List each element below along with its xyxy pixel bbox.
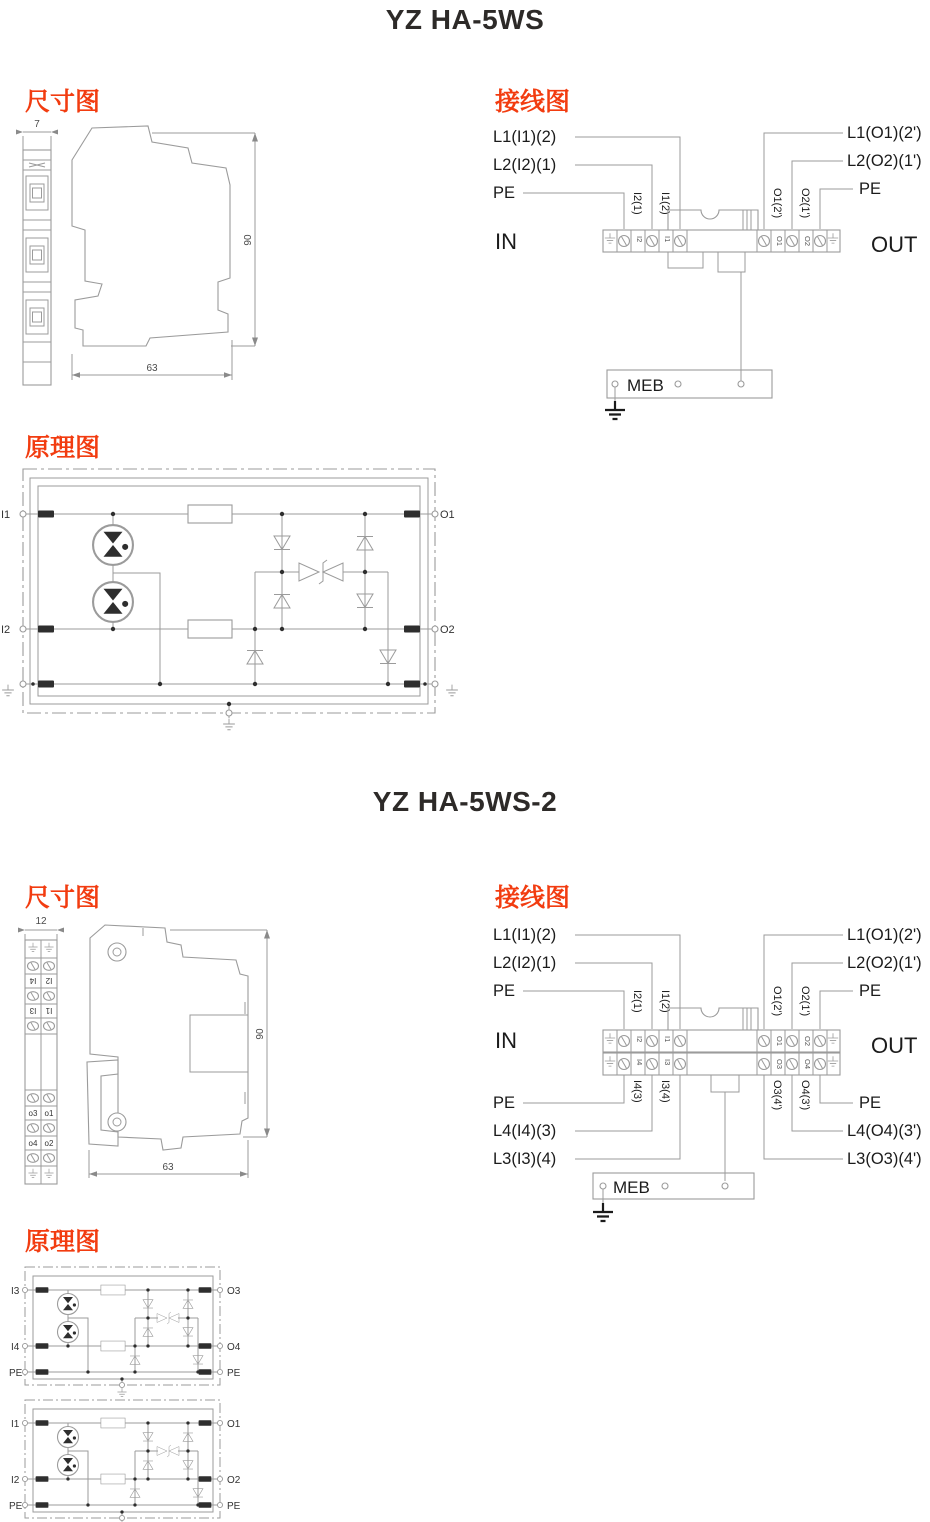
terminal-label: O1(2') xyxy=(771,188,783,219)
wiring-label-l2-in: L2(I2)(1) xyxy=(493,156,557,174)
junction-dots xyxy=(66,1421,199,1513)
ground-icon xyxy=(117,1388,126,1397)
terminal-label: I2(1) xyxy=(631,990,643,1013)
front-terminal-label: I1 xyxy=(45,1006,53,1015)
ground-icon xyxy=(605,1033,615,1043)
ground-icon xyxy=(605,1056,615,1066)
front-terminal-label: I4 xyxy=(29,976,37,985)
schematic-port-label: PE xyxy=(227,1501,241,1512)
screw-icon xyxy=(675,1036,686,1047)
front-terminal-label: o3 xyxy=(28,1109,38,1118)
schematic-port-label: O1 xyxy=(227,1419,241,1430)
screw-icon xyxy=(619,236,630,247)
terminal-clamp xyxy=(26,176,48,210)
resistor-icon xyxy=(188,505,232,523)
meb-terminal xyxy=(738,381,744,387)
screw-icon xyxy=(619,1036,630,1047)
port-circle xyxy=(226,710,232,716)
port-ferrule xyxy=(38,511,54,518)
screw-icon xyxy=(759,236,770,247)
schematic-port-label: PE xyxy=(9,1368,23,1379)
wiring-label-l3-out: L3(O3)(4') xyxy=(847,1150,922,1168)
terminal-label: O2(1') xyxy=(799,986,811,1017)
device2-title: YZ HA-5WS-2 xyxy=(372,786,558,817)
resistor-icon xyxy=(101,1285,125,1295)
front-terminal-label: o1 xyxy=(44,1109,54,1118)
tvs-diode-icon xyxy=(157,1312,179,1324)
schematic-port-label: O3 xyxy=(227,1286,241,1297)
port-circle xyxy=(432,626,438,632)
front-terminal-label: I3 xyxy=(29,1006,37,1015)
side-view xyxy=(87,925,270,1178)
strip-label: O2 xyxy=(803,236,812,247)
gas-discharge-tube-icon xyxy=(93,582,133,622)
side-view xyxy=(72,126,258,380)
terminal-label: O2(1') xyxy=(799,188,811,219)
gas-discharge-tube-icon xyxy=(58,1427,79,1448)
front-terminal-label: o2 xyxy=(44,1139,54,1148)
port-ferrule xyxy=(404,681,420,688)
device1-wiring-heading: 接线图 xyxy=(495,88,571,116)
ground-icon xyxy=(828,1056,838,1066)
strip-label: I2 xyxy=(635,1036,644,1043)
wiring-label-pe-out: PE xyxy=(859,982,882,1000)
strip-label: O1 xyxy=(775,1036,784,1047)
meb-terminal xyxy=(662,1183,668,1189)
schematic-port-label: I3 xyxy=(11,1286,20,1297)
height-dim-label: 90 xyxy=(243,234,254,246)
strip-label: O4 xyxy=(803,1059,812,1070)
wiring-label-l2-out: L2(O2)(1') xyxy=(847,152,922,170)
ground-icon xyxy=(605,233,615,243)
device2-schematic-heading: 原理图 xyxy=(25,1228,101,1256)
ground-icon xyxy=(44,1169,53,1178)
wiring-label-pe-out: PE xyxy=(859,180,882,198)
terminal-clamp xyxy=(26,300,48,334)
terminal-label: I3(4) xyxy=(659,1080,671,1103)
device2-dimension-drawing xyxy=(15,902,295,1212)
earth-ground-icon xyxy=(593,1203,613,1221)
terminal-clamp xyxy=(26,238,48,272)
tvs-diode-icon xyxy=(157,1445,179,1457)
width-dim-label: 7 xyxy=(34,119,40,130)
meb-label: MEB xyxy=(627,376,664,395)
screw-icon xyxy=(28,1022,39,1031)
device2-wiring-drawing xyxy=(485,912,930,1222)
ground-icon xyxy=(2,685,14,696)
screw-icon xyxy=(44,1124,55,1133)
meb-terminal xyxy=(612,381,618,387)
strip-label: I1 xyxy=(663,236,672,243)
port-ferrule xyxy=(38,681,54,688)
port-ferrule xyxy=(404,626,420,633)
gas-discharge-tube-icon xyxy=(58,1455,79,1476)
junction-dots xyxy=(66,1288,199,1380)
tvs-diode-icon xyxy=(299,560,343,584)
wiring-label-pe-in: PE xyxy=(493,982,516,1000)
screw-icon xyxy=(44,962,55,971)
port-circle xyxy=(20,626,26,632)
gas-discharge-tube-icon xyxy=(58,1294,79,1315)
ground-icon xyxy=(828,233,838,243)
ground-icon xyxy=(28,1169,37,1178)
front-terminal-label: o4 xyxy=(28,1139,38,1148)
screw-icon xyxy=(28,962,39,971)
gas-discharge-tube-icon xyxy=(58,1322,79,1343)
terminal-label: O1(2') xyxy=(771,986,783,1017)
schematic-port-label: O2 xyxy=(440,624,455,636)
screw-icon xyxy=(787,236,798,247)
screw-icon xyxy=(44,1094,55,1103)
strip-label: O2 xyxy=(803,1036,812,1047)
screw-icon xyxy=(28,992,39,1001)
screw-icon xyxy=(28,1154,39,1163)
screw-icon xyxy=(44,1022,55,1031)
strip-label: O1 xyxy=(775,236,784,247)
device1-wiring-drawing xyxy=(485,112,930,432)
screw-icon xyxy=(647,236,658,247)
wiring-label-l2-in: L2(I2)(1) xyxy=(493,954,557,972)
wiring-label-l1-out: L1(O1)(2') xyxy=(847,124,922,142)
depth-dim-label: 63 xyxy=(162,1162,174,1173)
wiring-label-l2-out: L2(O2)(1') xyxy=(847,954,922,972)
wire-leaders xyxy=(523,935,853,1159)
device2-schematic-drawing xyxy=(8,1250,253,1522)
screw-icon xyxy=(787,1036,798,1047)
terminal-label: I1(2) xyxy=(659,192,671,215)
resistor-icon xyxy=(188,620,232,638)
screw-icon xyxy=(647,1036,658,1047)
strip-label: O3 xyxy=(775,1059,784,1070)
meb-bar xyxy=(593,1173,754,1221)
screw-icon xyxy=(647,1059,658,1070)
schematic-port-label: O1 xyxy=(440,509,455,521)
device2-dimension-heading: 尺寸图 xyxy=(25,884,101,912)
device1-title: YZ HA-5WS xyxy=(385,4,545,35)
schematic-port-label: I1 xyxy=(11,1419,20,1430)
out-label: OUT xyxy=(871,232,918,257)
screw-icon xyxy=(815,236,826,247)
wiring-label-l1-out: L1(O1)(2') xyxy=(847,926,922,944)
screw-icon xyxy=(675,236,686,247)
resistor-icon xyxy=(101,1418,125,1428)
schematic-block-1 xyxy=(9,1267,241,1396)
front-view xyxy=(16,119,58,385)
ground-icon xyxy=(223,719,235,730)
terminal-label: I4(3) xyxy=(631,1080,643,1103)
resistor-icon xyxy=(101,1341,125,1351)
device1-dimension-heading: 尺寸图 xyxy=(25,88,101,116)
wiring-label-pe2-in: PE xyxy=(493,1094,516,1112)
out-label: OUT xyxy=(871,1033,918,1058)
schematic-port-label: I1 xyxy=(1,509,11,521)
port-circle xyxy=(20,681,26,687)
strip-label: I2 xyxy=(635,236,644,243)
wiring-label-l1-in: L1(I1)(2) xyxy=(493,926,557,944)
strip-label: I1 xyxy=(663,1036,672,1043)
port-circle xyxy=(20,511,26,517)
screw-icon xyxy=(815,1036,826,1047)
strip-label: I3 xyxy=(663,1059,672,1066)
screw-icon xyxy=(28,1094,39,1103)
device1-dimension-drawing xyxy=(15,110,285,410)
height-dim-label: 90 xyxy=(255,1028,266,1040)
screw-icon xyxy=(675,1059,686,1070)
screw-icon xyxy=(759,1059,770,1070)
port-ferrule xyxy=(38,626,54,633)
screw-icon xyxy=(44,992,55,1001)
schematic-port-label: I2 xyxy=(11,1475,20,1486)
earth-ground-icon xyxy=(605,401,625,419)
wiring-label-l1-in: L1(I1)(2) xyxy=(493,128,557,146)
wiring-label-l4-out: L4(O4)(3') xyxy=(847,1122,922,1140)
device1-schematic-drawing xyxy=(0,452,465,732)
in-label: IN xyxy=(495,1028,517,1053)
strip-label: I4 xyxy=(635,1059,644,1066)
front-terminal-label: I2 xyxy=(45,976,53,985)
screw-icon xyxy=(759,1036,770,1047)
terminal-label: I1(2) xyxy=(659,990,671,1013)
width-dim-label: 12 xyxy=(35,916,47,927)
ground-icon xyxy=(446,685,458,696)
wiring-label-l3-in: L3(I3)(4) xyxy=(493,1150,557,1168)
port-circle xyxy=(432,681,438,687)
device2-wiring-heading: 接线图 xyxy=(495,884,571,912)
depth-dim-label: 63 xyxy=(146,363,158,374)
gas-discharge-tube-icon xyxy=(93,525,133,565)
port-ferrule xyxy=(404,511,420,518)
front-view xyxy=(18,916,64,1184)
meb-terminal xyxy=(722,1183,728,1189)
schematic-port-label: PE xyxy=(227,1368,241,1379)
terminal-label: O4(3') xyxy=(799,1080,811,1111)
schematic-block-2 xyxy=(9,1400,241,1522)
ground-icon xyxy=(828,1033,838,1043)
schematic-port-label: O2 xyxy=(227,1475,241,1486)
wiring-label-pe-in: PE xyxy=(493,184,516,202)
meb-label: MEB xyxy=(613,1178,650,1197)
screw-icon xyxy=(815,1059,826,1070)
ground-icon xyxy=(28,943,37,952)
schematic-port-label: I2 xyxy=(1,624,11,636)
din-rail-clip xyxy=(87,1060,118,1146)
screw-icon xyxy=(787,1059,798,1070)
schematic-port-label: O4 xyxy=(227,1342,241,1353)
ground-icon xyxy=(44,943,53,952)
terminal-label: I2(1) xyxy=(631,192,643,215)
terminal-label: O3(4') xyxy=(771,1080,783,1111)
device1-schematic-heading: 原理图 xyxy=(25,434,101,462)
meb-bar xyxy=(605,370,772,419)
resistor-icon xyxy=(101,1474,125,1484)
circuit-lines xyxy=(23,514,435,718)
screw-icon xyxy=(28,1124,39,1133)
schematic-port-label: PE xyxy=(9,1501,23,1512)
wiring-label-l4-in: L4(I4)(3) xyxy=(493,1122,557,1140)
meb-terminal xyxy=(600,1183,606,1189)
terminal-strip xyxy=(603,210,840,381)
in-label: IN xyxy=(495,229,517,254)
meb-terminal xyxy=(675,381,681,387)
screw-icon xyxy=(44,1154,55,1163)
port-circle xyxy=(432,511,438,517)
schematic-port-label: I4 xyxy=(11,1342,20,1353)
wiring-label-pe2-out: PE xyxy=(859,1094,882,1112)
screw-icon xyxy=(619,1059,630,1070)
